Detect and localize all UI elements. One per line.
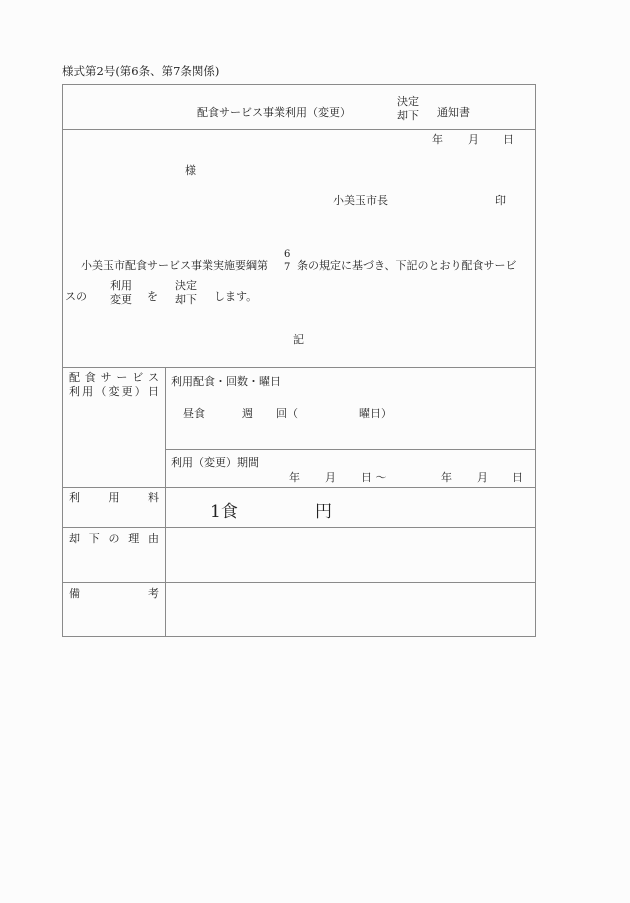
from-year: 年 (289, 471, 300, 484)
to-month: 月 (477, 471, 488, 484)
divider (63, 527, 535, 528)
char: 備 (69, 587, 80, 600)
char: 料 (148, 491, 159, 504)
char: サ (100, 371, 112, 384)
service-date-label-line2 (69, 383, 159, 399)
char: 下 (88, 532, 100, 545)
option-rejected: 却下 (397, 109, 419, 122)
decision-stack (175, 279, 197, 307)
recipient-suffix: 様 (185, 164, 196, 177)
article-number-stack (284, 248, 290, 274)
char: 配 (69, 371, 80, 384)
char: ） (134, 385, 146, 398)
char: 食 (84, 371, 96, 384)
to-year: 年 (441, 471, 452, 484)
per-meal-label: 1食 (210, 502, 238, 522)
body-line1-prefix: 小美玉市配食サービス事業実施要綱第 (81, 259, 268, 272)
char: 利 (69, 385, 80, 398)
from-month: 月 (325, 471, 336, 484)
date-year: 年 (432, 133, 443, 146)
notice-form-table (62, 84, 536, 637)
option-use: 利用 (110, 279, 132, 292)
char: ー (116, 371, 128, 384)
char: 変 (108, 385, 120, 398)
seal-mark: 印 (495, 194, 506, 207)
option-change: 変更 (110, 293, 132, 306)
notice-title-suffix: 通知書 (437, 106, 470, 119)
week-label: 週 (242, 407, 253, 420)
decision-option-stack (397, 95, 419, 123)
yen-label: 円 (315, 502, 332, 522)
issuer-name: 小美玉市長 (333, 194, 388, 207)
divider (63, 582, 535, 583)
char: 用 (108, 491, 120, 504)
option-decided: 決定 (175, 279, 197, 292)
notice-title: 配食サービス事業利用（変更） (197, 106, 351, 119)
fee-label (69, 489, 159, 505)
weekday-label: 曜日） (359, 407, 392, 420)
divider (63, 129, 535, 130)
particle-wo: を (147, 290, 158, 303)
body-line1-suffix: 条の規定に基づき、下記のとおり配食サービ (297, 259, 517, 272)
period-header: 利用（変更）期間 (171, 456, 259, 469)
rejection-reason-field[interactable] (167, 529, 533, 581)
char: 更 (121, 385, 133, 398)
rejection-reason-label (69, 530, 159, 546)
form-number: 様式第2号(第6条、第7条関係) (62, 64, 220, 78)
body-line2-end: します。 (214, 290, 258, 303)
char: 日 (147, 385, 159, 398)
label-column-divider (165, 367, 166, 637)
char: 由 (148, 532, 159, 545)
divider (165, 449, 535, 450)
times-label: 回（ (276, 407, 298, 420)
char: ビ (132, 371, 144, 384)
article-6: 6 (284, 249, 291, 260)
char: 利 (69, 491, 80, 504)
date-day: 日 (503, 133, 514, 146)
divider (63, 367, 535, 368)
lunch-label: 昼食 (183, 407, 205, 420)
char: （ (95, 385, 107, 398)
char: 却 (69, 532, 80, 545)
option-rejected: 却下 (175, 293, 197, 306)
remarks-field[interactable] (167, 584, 533, 636)
char: の (108, 532, 120, 545)
divider (63, 487, 535, 488)
article-7: 7 (284, 262, 291, 273)
char: 考 (148, 587, 159, 600)
meal-header: 利用配食・回数・曜日 (171, 375, 281, 388)
ki-heading: 記 (293, 333, 304, 346)
option-decided: 決定 (397, 95, 419, 108)
to-day: 日 (512, 471, 523, 484)
remarks-label (69, 585, 159, 601)
date-month: 月 (468, 133, 479, 146)
use-change-stack (110, 279, 132, 307)
body-line2-start: スの (65, 290, 87, 303)
char: 理 (128, 532, 140, 545)
from-day: 日 ～ (361, 471, 387, 484)
char: 用 (82, 385, 94, 398)
char: ス (147, 371, 159, 384)
